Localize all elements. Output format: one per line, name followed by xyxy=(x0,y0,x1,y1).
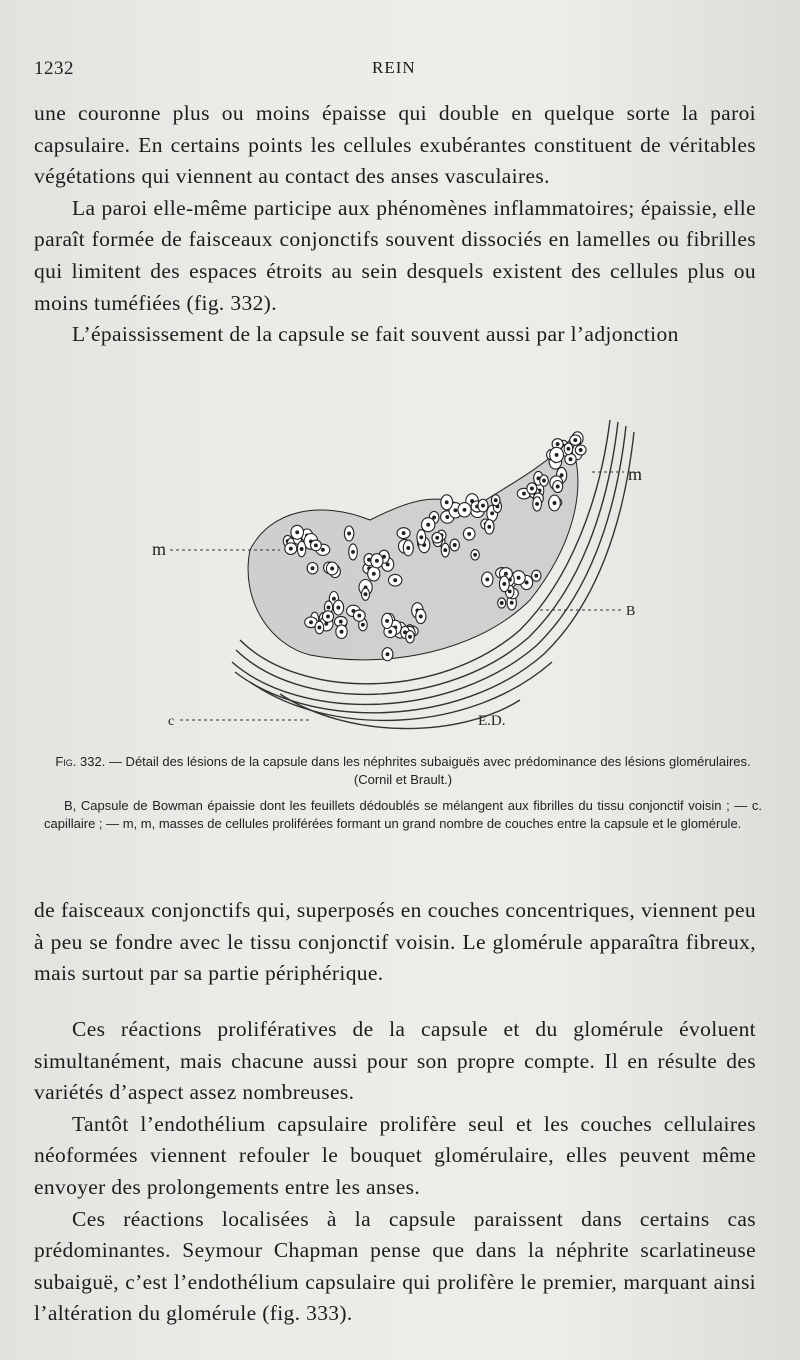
cell-nucleus xyxy=(362,623,365,626)
cell-nucleus xyxy=(427,523,430,526)
paragraph: L’épaississement de la capsule se fait souvent aussi par l’adjonction xyxy=(72,322,679,347)
cell-nucleus xyxy=(386,563,389,566)
cell-nucleus xyxy=(296,531,299,534)
cell-nucleus xyxy=(488,525,491,528)
paragraph: Ces réactions prolifératives de la capsule et du glomérule évoluent simultanément, mais chacune aussi pour son propre compte. Il en résulte des variétés d’aspect assez nombreuses. xyxy=(34,1017,756,1105)
cell-nucleus xyxy=(289,547,292,550)
page-number: 1232 xyxy=(34,58,74,79)
text-block-bottom xyxy=(34,1014,756,1330)
cell-nucleus xyxy=(315,544,318,547)
cell-nucleus xyxy=(436,536,439,539)
cell-nucleus xyxy=(556,443,559,446)
cell-nucleus xyxy=(339,620,342,623)
cell-nucleus xyxy=(525,581,528,584)
cell-nucleus xyxy=(536,503,539,506)
paragraph: Ces réactions localisées à la capsule paraissent dans certains cas prédominantes. Seymour Chapman pense que dans la néphrite scarlatineuse subaiguë, c’est l’endothélium capsulaire qui prolifère le premier, marquant ainsi l’altération du glomérule (fig. 333). xyxy=(34,1206,756,1326)
figure-332-illustration xyxy=(140,400,680,745)
cell-nucleus xyxy=(372,572,375,575)
cell-nucleus xyxy=(325,622,328,625)
cell-nucleus xyxy=(352,551,355,554)
cell-nucleus xyxy=(569,458,572,461)
caption-title-text: — Détail des lésions de la capsule dans les néphrites subaiguës avec prédominance des lésions glomérulaires. (Cornil et Brault.) xyxy=(105,754,751,787)
cell-nucleus xyxy=(376,559,379,562)
cell-nucleus xyxy=(543,479,546,482)
cell-nucleus xyxy=(318,626,321,629)
cell-nucleus xyxy=(453,544,456,547)
cell-nucleus xyxy=(517,576,520,579)
text-block-continuation xyxy=(34,895,756,990)
cell-nucleus xyxy=(555,454,558,457)
paragraph: de faisceaux conjonctifs qui, superposés en couches concentriques, viennent peu à peu se fondre avec le tissu conjonctif voisin. Le glomérule apparaîtra fibreux, mais surtout par sa partie périphérique. xyxy=(34,898,756,986)
cell-nucleus xyxy=(322,548,325,551)
cell-nucleus xyxy=(491,512,494,515)
label-m-top: m xyxy=(628,464,643,484)
cell-nucleus xyxy=(327,606,330,609)
cell-nucleus xyxy=(409,635,412,638)
cell-nucleus xyxy=(556,485,559,488)
cell-nucleus xyxy=(523,492,526,495)
cell-nucleus xyxy=(327,615,330,618)
cell-nucleus xyxy=(419,615,422,618)
cell-nucleus xyxy=(454,509,457,512)
cell-nucleus xyxy=(300,548,303,551)
caption-title xyxy=(44,753,762,789)
cell-nucleus xyxy=(402,532,405,535)
caption-prefix: Fig. 332. xyxy=(55,754,106,769)
text-block-top xyxy=(34,98,756,351)
paragraph: Tantôt l’endothélium capsulaire prolifère seul et les couches cellulaires néoformées viennent refouler le bouquet glomérulaire, elles peuvent même envoyer des prolongements entre les anses. xyxy=(34,1111,756,1199)
cell-nucleus xyxy=(446,516,449,519)
label-c: c xyxy=(168,714,175,729)
figure-caption xyxy=(44,753,762,833)
cell-nucleus xyxy=(433,516,436,519)
cell-nucleus xyxy=(383,555,386,558)
cell-nucleus xyxy=(331,567,334,570)
artist-signature: E.D. xyxy=(478,713,506,729)
cell-nucleus xyxy=(333,597,336,600)
cell-nucleus xyxy=(394,579,397,582)
cell-nucleus xyxy=(510,601,513,604)
cell-nucleus xyxy=(463,508,466,511)
cell-nucleus xyxy=(445,501,448,504)
running-title: REIN xyxy=(372,58,416,77)
cell-nucleus xyxy=(494,499,497,502)
cell-nucleus xyxy=(340,630,343,633)
cell-nucleus xyxy=(553,502,556,505)
cell-nucleus xyxy=(389,630,392,633)
cell-nucleus xyxy=(503,583,506,586)
cell-nucleus xyxy=(311,567,314,570)
cell-nucleus xyxy=(420,536,423,539)
cell-nucleus xyxy=(310,621,313,624)
label-m-left: m xyxy=(152,539,167,559)
cell-nucleus xyxy=(364,593,367,596)
cell-nucleus xyxy=(337,606,340,609)
cell-nucleus xyxy=(567,447,570,450)
cell-nucleus xyxy=(486,578,489,581)
cell-nucleus xyxy=(444,549,447,552)
cell-nucleus xyxy=(368,558,371,561)
cell-nucleus xyxy=(531,487,534,490)
page-header xyxy=(34,58,764,88)
cell-nucleus xyxy=(386,653,389,656)
cell-nucleus xyxy=(474,553,477,556)
cell-nucleus xyxy=(407,547,410,550)
label-b: B xyxy=(626,604,636,619)
paragraph: une couronne plus ou moins épaisse qui double en quelque sorte la paroi capsulaire. En certains points les cellules exubérantes constituent de véritables végétations qui viennent au contact des anses vasculaires. xyxy=(34,101,756,189)
cell-nucleus xyxy=(468,533,471,536)
cell-nucleus xyxy=(500,602,503,605)
cell-nucleus xyxy=(560,474,563,477)
paragraph: La paroi elle-même participe aux phénomènes inflammatoires; épaissie, elle paraît formée de faisceaux conjonctifs souvent dissociés en lamelles ou fibrilles qui limitent des espaces étroits au sein desquels existent des cellules plus ou moins tuméfiées (fig. 332). xyxy=(34,195,756,315)
cell-nucleus xyxy=(348,532,351,535)
cell-nucleus xyxy=(505,572,508,575)
cell-nucleus xyxy=(574,439,577,442)
cell-nucleus xyxy=(482,504,485,507)
cell-nucleus xyxy=(358,614,361,617)
cell-nucleus xyxy=(579,449,582,452)
caption-legend: B, Capsule de Bowman épaissie dont les feuillets dédoublés se mélangent aux fibrilles du tissu conjonctif voisin ; — c. capillaire ; — m, m, masses de cellules proliférées formant un grand nombre de couches entre la capsule et le glomérule. xyxy=(44,798,762,831)
cell-nucleus xyxy=(535,574,538,577)
cell-nucleus xyxy=(386,620,389,623)
cell-nucleus xyxy=(508,590,511,593)
